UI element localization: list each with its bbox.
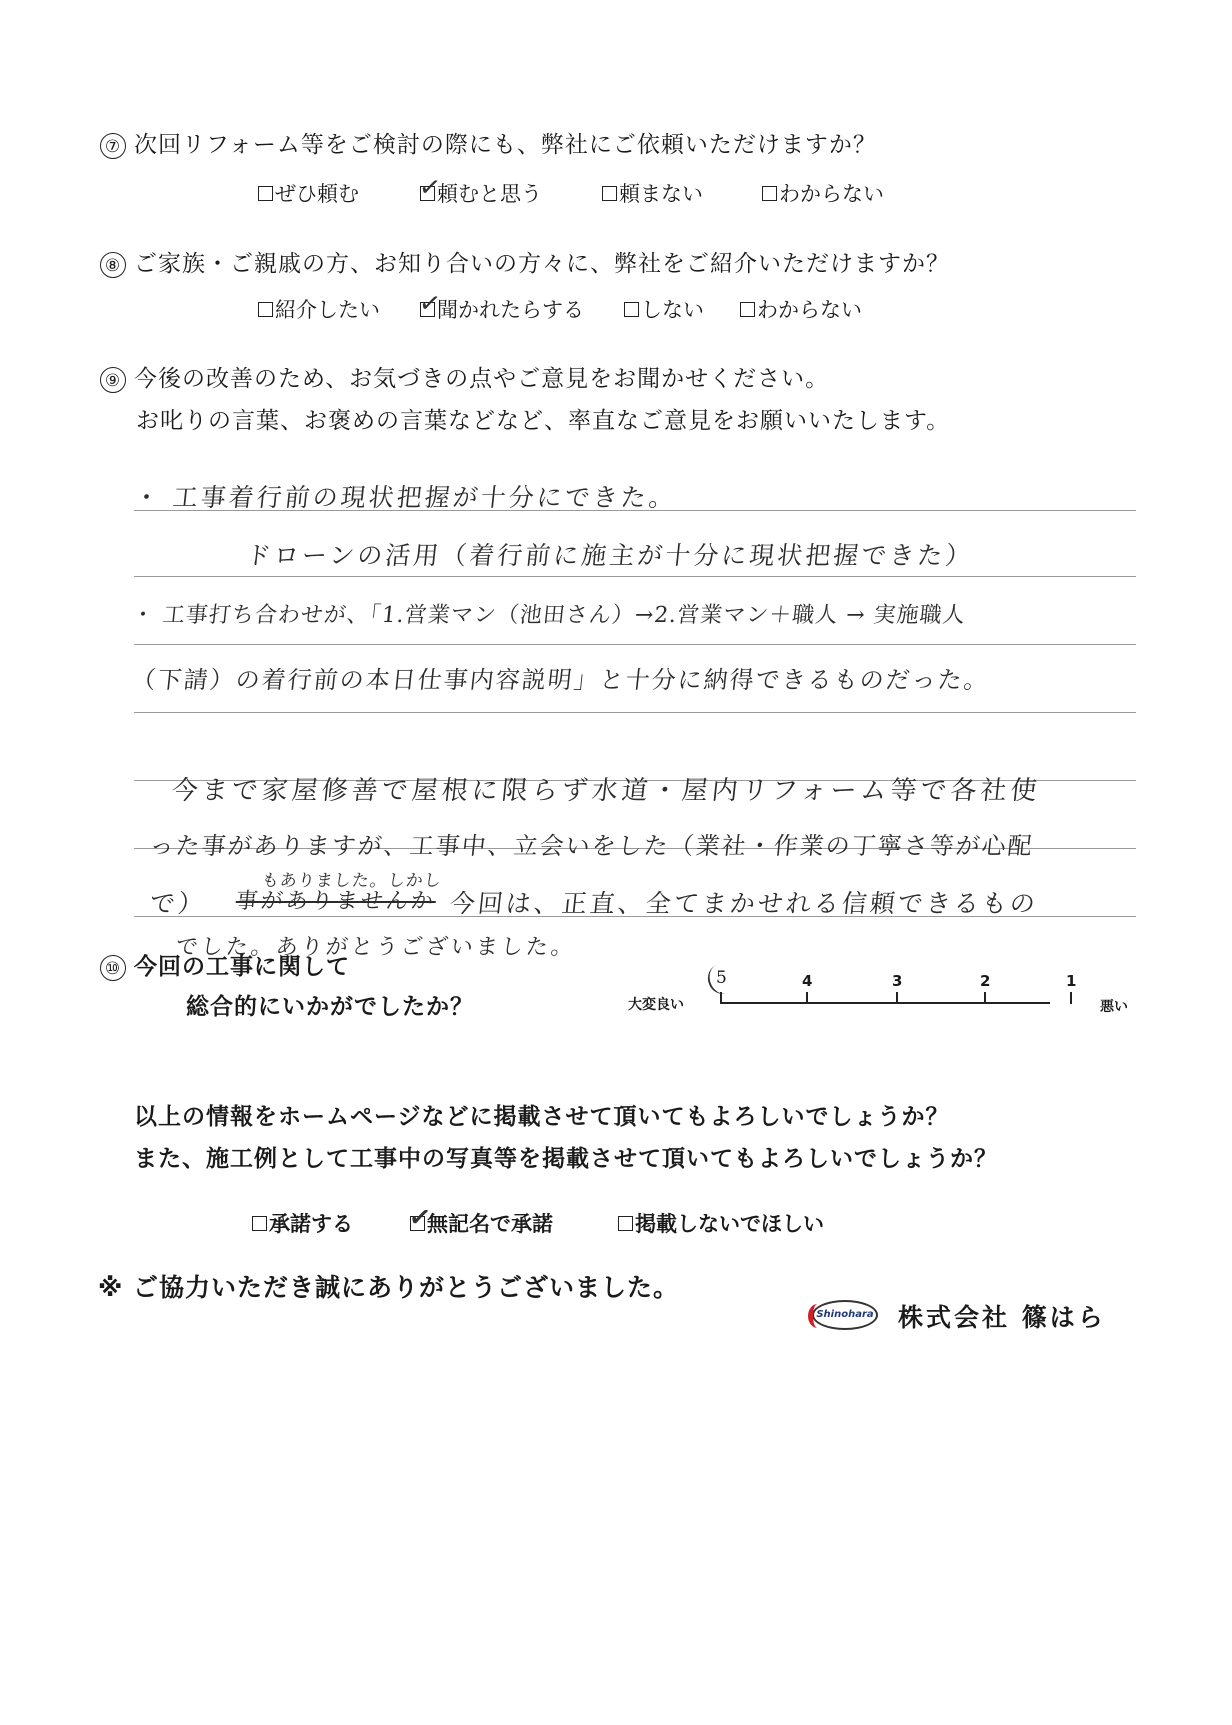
q8-text: ご家族・ご親戚の方、お知り合いの方々に、弊社をご紹介いただけますか？ (134, 251, 950, 277)
handwritten-line-3: ・ 工事打ち合わせが、「1.営業マン（池田さん）→2.営業マン＋職人 → 実施職人 (130, 603, 967, 628)
scale-right-label: 悪い (1100, 999, 1128, 1015)
company-name: 株式会社 篠はら (898, 1303, 1106, 1332)
q10-line1: 今回の工事に関して (134, 954, 350, 980)
q9-line2: お叱りの言葉、お褒めの言葉などなど、率直なご意見をお願いいたします。 (136, 408, 951, 434)
handwritten-line-1: ・ 工事着行前の現状把握が十分にできた。 (132, 483, 679, 512)
answer-rule-4 (134, 712, 1136, 713)
scale-number-1: 1 (1066, 972, 1077, 990)
q7-number: ⑦ (100, 133, 126, 159)
thanks-note: ※ ご協力いただき誠にありがとうございました。 (98, 1273, 680, 1302)
q8-question (100, 245, 950, 278)
scale-number-4: 4 (802, 972, 813, 990)
consent-line-1: 以上の情報をホームページなどに掲載させて頂いてもよろしいでしょうか？ (134, 1104, 950, 1130)
consent-option-2[interactable]: ✓ 無記名で承諾 (407, 1201, 553, 1236)
scale-axis (720, 1002, 1050, 1004)
q8-option-1[interactable]: 紹介したい (258, 294, 380, 324)
q7-option-2[interactable]: ✓ 頼むと思う (417, 171, 542, 206)
scale-number-5: 5 (716, 968, 727, 988)
q9-line1: 今後の改善のため、お気づきの点やご意見をお聞かせください。 (134, 366, 830, 392)
checkbox[interactable] (417, 171, 443, 204)
q10-question (100, 948, 350, 981)
scale-number-3: 3 (892, 972, 903, 990)
handwritten-line-7a: で） (148, 889, 208, 918)
checkmark-icon: ✓ (417, 287, 443, 320)
scale-selected-mark (704, 960, 741, 998)
q10-number: ⑩ (100, 955, 126, 981)
q7-text: 次回リフォーム等をご検討の際にも、弊社にご依頼いただけますか？ (134, 132, 877, 158)
handwritten-insert: もありました。しかし (260, 871, 443, 891)
checkbox[interactable] (618, 1216, 633, 1231)
q8-option-2[interactable]: ✓ 聞かれたらする (417, 287, 584, 322)
rating-scale (628, 968, 1138, 1015)
checkmark-icon: ✓ (417, 171, 443, 204)
company-logo (806, 1298, 1166, 1338)
checkbox[interactable] (740, 302, 755, 317)
checkbox[interactable] (417, 287, 443, 320)
q8-option-4[interactable]: わからない (740, 294, 862, 324)
answer-rule-3 (134, 644, 1136, 645)
checkbox[interactable] (258, 302, 273, 317)
checkbox[interactable] (258, 186, 273, 201)
checkbox[interactable] (252, 1216, 267, 1231)
checkbox[interactable] (762, 186, 777, 201)
q10-line2: 総合的にいかがでしたか？ (186, 994, 474, 1020)
q8-option-3[interactable]: しない (624, 294, 704, 324)
consent-option-3[interactable]: 掲載しないでほしい (618, 1208, 824, 1238)
q9-question (100, 360, 829, 393)
handwritten-line-6: った事がありますが、工事中、立会いをした（業社・作業の丁寧さ等が心配 (148, 832, 1036, 860)
q9-number: ⑨ (100, 367, 126, 393)
handwritten-line-7b: 今回は、正直、全てまかせれる信頼できるもの (448, 889, 1040, 918)
scale-tick-4[interactable] (806, 992, 808, 1004)
checkbox[interactable] (407, 1201, 433, 1234)
q7-option-1[interactable]: ぜひ頼む (258, 178, 359, 208)
scale-tick-3[interactable] (896, 992, 898, 1004)
handwritten-line-4: （下請）の着行前の本日仕事内容説明」と十分に納得できるものだった。 (130, 666, 992, 694)
consent-options (252, 1201, 952, 1240)
q7-question (100, 126, 877, 159)
scale-left-label: 大変良い (628, 997, 684, 1013)
handwritten-line-8: でした。ありがとうございました。 (174, 935, 578, 960)
shinohara-logo-icon: Shinohara (812, 1300, 878, 1330)
handwritten-struck-text: 事がありませんか (234, 889, 438, 914)
q8-number: ⑧ (100, 252, 126, 278)
checkmark-icon: ✓ (407, 1201, 433, 1234)
scale-tick-2[interactable] (984, 992, 986, 1004)
consent-option-1[interactable]: 承諾する (252, 1208, 353, 1238)
q8-options (258, 287, 958, 326)
q7-option-4[interactable]: わからない (762, 178, 884, 208)
consent-line-2: また、施工例として工事中の写真等を掲載させて頂いてもよろしいでしょうか？ (134, 1146, 998, 1172)
scale-tick-1[interactable] (1070, 992, 1072, 1004)
q7-option-3[interactable]: 頼まない (602, 178, 703, 208)
q7-options (258, 171, 958, 210)
handwritten-line-5: 今まで家屋修善で屋根に限らず水道・屋内リフォーム等で各社使 (170, 776, 1043, 806)
scale-number-2: 2 (980, 972, 991, 990)
checkbox[interactable] (602, 186, 617, 201)
handwritten-line-2: ドローンの活用（着行前に施主が十分に現状把握できた） (244, 541, 975, 570)
handwritten-line-7 (150, 884, 1130, 920)
answer-rule-2 (134, 576, 1136, 577)
checkbox[interactable] (624, 302, 639, 317)
